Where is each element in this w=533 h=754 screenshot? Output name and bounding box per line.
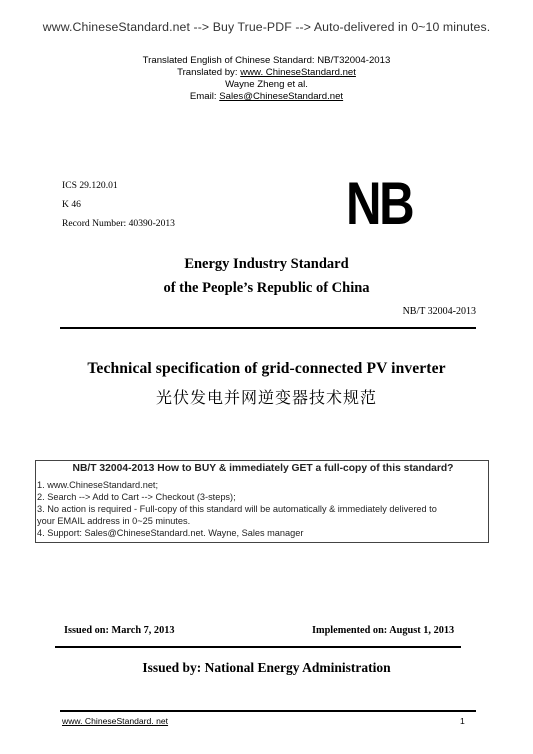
nb-logo: NB bbox=[346, 170, 413, 237]
translated-by-line bbox=[0, 67, 533, 79]
purchase-step: 3. No action is required - Full-copy of this standard will be automatically & immediately delivered to bbox=[37, 504, 437, 514]
translated-by-label: Translated by: bbox=[177, 67, 241, 78]
email-label: Email: bbox=[189, 91, 220, 102]
translator-site-link[interactable]: www. ChineseStandard.net bbox=[240, 67, 356, 78]
ccs-code: K 46 bbox=[62, 199, 81, 210]
email-link[interactable]: Sales@ChineseStandard.net bbox=[219, 91, 344, 102]
record-number: Record Number: 40390-2013 bbox=[62, 218, 175, 229]
translation-line: Translated English of Chinese Standard: NB/T32004-2013 bbox=[142, 55, 391, 66]
purchase-step: 4. Support: Sales@ChineseStandard.net. Wayne, Sales manager bbox=[37, 528, 304, 538]
page-number: 1 bbox=[460, 716, 465, 726]
purchase-step: 2. Search --> Add to Cart --> Checkout (3-steps); bbox=[37, 492, 236, 502]
purchase-info-box bbox=[35, 460, 489, 543]
document-title-chinese: 光伏发电并网逆变器技术规范 bbox=[155, 388, 377, 407]
issuing-authority: Issued by: National Energy Administration bbox=[142, 660, 391, 675]
header-divider bbox=[60, 327, 476, 329]
purchase-step: 1. www.ChineseStandard.net; bbox=[37, 480, 159, 490]
standard-heading-line2: of the People’s Republic of China bbox=[163, 280, 370, 296]
purchase-box-heading: NB/T 32004-2013 How to BUY & immediately GET a full-copy of this standard? bbox=[72, 463, 454, 474]
top-banner: www.ChineseStandard.net --> Buy True-PDF --> Auto-delivered in 0~10 minutes. bbox=[42, 20, 491, 34]
translator-names: Wayne Zheng et al. bbox=[225, 79, 308, 90]
document-title: Technical specification of grid-connected PV inverter bbox=[87, 360, 446, 377]
purchase-step: your EMAIL address in 0~25 minutes. bbox=[37, 516, 191, 526]
implemented-date: Implemented on: August 1, 2013 bbox=[312, 625, 455, 636]
ics-code: ICS 29.120.01 bbox=[62, 180, 118, 191]
standard-number: NB/T 32004-2013 bbox=[402, 306, 476, 317]
footer-divider bbox=[60, 710, 476, 712]
standard-heading-line1: Energy Industry Standard bbox=[184, 256, 349, 272]
footer-site-link[interactable]: www. ChineseStandard. net bbox=[62, 716, 169, 726]
issued-date: Issued on: March 7, 2013 bbox=[64, 625, 175, 636]
dates-divider bbox=[55, 646, 461, 648]
email-line bbox=[0, 91, 533, 103]
